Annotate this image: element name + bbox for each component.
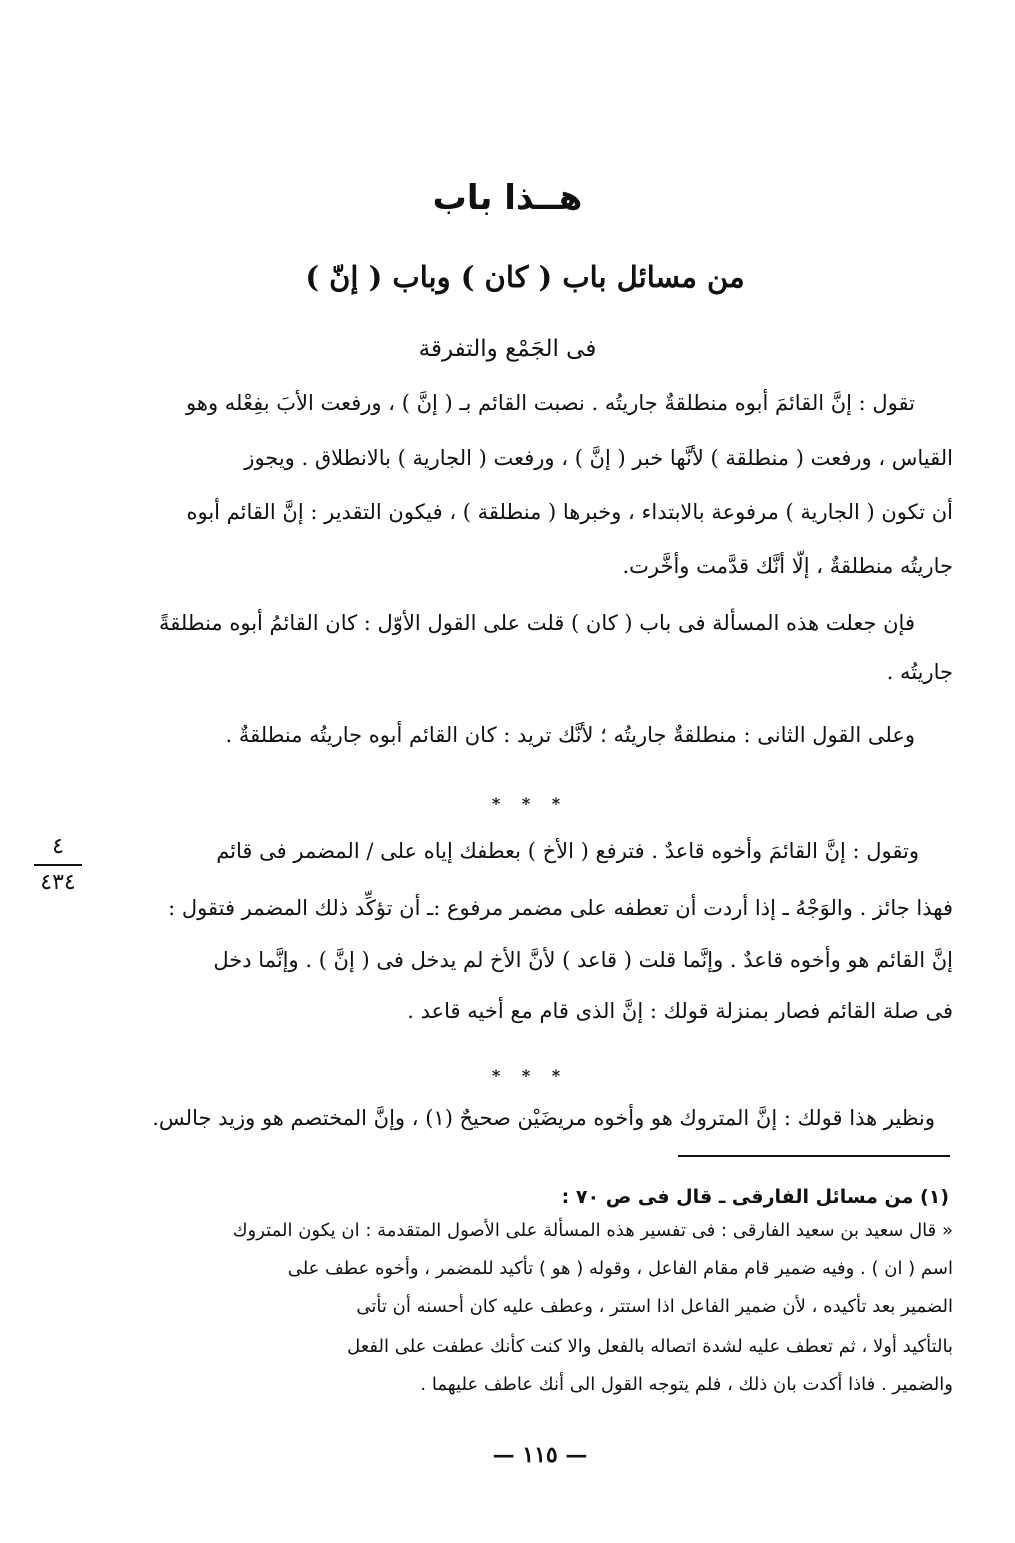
body-line: جاريتُه .: [886, 660, 953, 684]
page-number: — ١١٥ —: [492, 1442, 588, 1468]
footnote-line: الضمير بعد تأكيده ، لأن ضمير الفاعل اذا استتر ، وعطف عليه كان أحسنه أن تأتى: [356, 1296, 953, 1317]
body-line: القياس ، ورفعت ( منطلقة ) لأنَّها خبر ( إنَّ ) ، ورفعت ( الجارية ) بالانطلاق . ويجوز: [244, 446, 953, 470]
section-separator: * * *: [491, 794, 569, 813]
section-title: فى الجَمْع والتفرقة: [418, 336, 597, 362]
footnote-rule: [678, 1155, 950, 1157]
footnote-line: بالتأكيد أولا ، ثم تعطف عليه لشدة اتصاله بالفعل والا كنت كأنك عطفت على الفعل: [347, 1336, 953, 1357]
body-line: وعلى القول الثانى : منطلقةٌ جاريتُه ؛ لأنَّك تريد : كان القائم أبوه جاريتُه منطلقةٌ .: [225, 723, 915, 747]
body-line: جاريتُه منطلقةٌ ، إلّا أنَّك قدَّمت وأخَّرت.: [622, 554, 953, 578]
margin-page: ٤٣٤: [40, 870, 76, 895]
margin-volume: ٤: [52, 834, 64, 859]
body-line: فهذا جائز . والوَجْهُ ـ إذا أردت أن تعطفه على مضمر مرفوع :ـ أن تؤكِّد ذلك المضمر فتقول :: [168, 896, 953, 920]
chapter-title: هــذا باب: [432, 178, 583, 218]
chapter-subtitle: من مسائل باب ( كان ) وباب ( إنّ ): [305, 260, 745, 294]
margin-page-reference: [28, 834, 88, 896]
footnote-line: والضمير . فاذا أكدت بان ذلك ، فلم يتوجه القول الى أنك عاطف عليهما .: [420, 1374, 953, 1395]
body-line: أن تكون ( الجارية ) مرفوعة بالابتداء ، وخبرها ( منطلقة ) ، فيكون التقدير : إنَّ القائم أبوه: [186, 500, 953, 524]
body-line: فى صلة القائم فصار بمنزلة قولك : إنَّ الذى قام مع أخيه قاعد .: [407, 999, 953, 1023]
section-separator: * * *: [491, 1066, 569, 1085]
footnote-line: « قال سعيد بن سعيد الفارقى : فى تفسير هذه المسألة على الأصول المتقدمة : ان يكون المتروك: [232, 1220, 953, 1241]
margin-divider: [34, 864, 82, 866]
footnote-header: (١) من مسائل الفارقى ـ قال فى ص ٧٠ :: [561, 1186, 949, 1208]
body-line: إنَّ القائم هو وأخوه قاعدٌ . وإنَّما قلت ( قاعد ) لأنَّ الأخ لم يدخل فى ( إنَّ ) . وإنَّما دخل: [213, 948, 953, 972]
body-line: تقول : إنَّ القائمَ أبوه منطلقةٌ جاريتُه . نصبت القائم بـ ( إنَّ ) ، ورفعت الأبَ بفِعْله وهو: [186, 391, 915, 415]
body-line: فإن جعلت هذه المسألة فى باب ( كان ) قلت على القول الأوّل : كان القائمُ أبوه منطلقةً: [159, 611, 915, 635]
body-line: ونظير هذا قولك : إنَّ المتروك هو وأخوه مريضَيْن صحيحٌ (١) ، وإنَّ المختصم هو وزيد جالس.: [152, 1106, 935, 1130]
body-line: وتقول : إنَّ القائمَ وأخوه قاعدٌ . فترفع ( الأخ ) بعطفك إياه على / المضمر فى قائم: [216, 839, 919, 863]
footnote-line: اسم ( ان ) . وفيه ضمير قام مقام الفاعل ، وقوله ( هو ) تأكيد للمضمر ، وأخوه عطف على: [287, 1258, 953, 1279]
